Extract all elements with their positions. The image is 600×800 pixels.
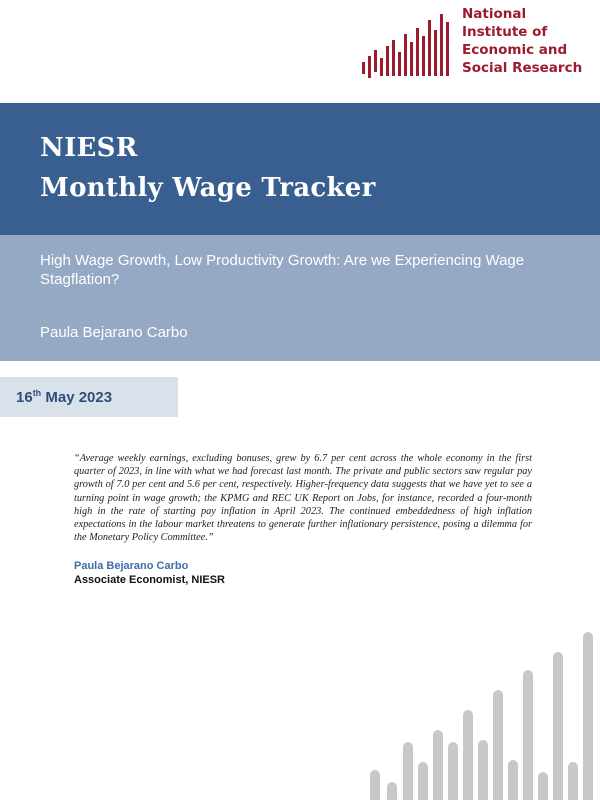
logo-wordmark [462, 5, 592, 77]
decorative-bars-graphic [360, 620, 600, 800]
logo-line: Institute of [462, 24, 548, 40]
report-title: Monthly Wage Tracker [40, 173, 376, 203]
logo-line: Social Research [462, 60, 583, 76]
subtitle-banner [0, 235, 600, 361]
date-month-year: May 2023 [41, 389, 113, 406]
logo-line: Economic and [462, 42, 568, 58]
date-day: 16 [16, 389, 33, 406]
quote-attribution-name: Paula Bejarano Carbo [74, 560, 189, 572]
report-subtitle: High Wage Growth, Low Productivity Growth: Are we Experiencing Wage Stagflation? [40, 252, 525, 288]
logo-line: National [462, 6, 527, 22]
publication-date [0, 377, 178, 417]
report-series-name: NIESR [40, 133, 138, 163]
title-banner [0, 103, 600, 235]
author-name: Paula Bejarano Carbo [40, 324, 188, 341]
bar-chart-icon [360, 4, 455, 80]
quote-attribution-role: Associate Economist, NIESR [74, 574, 225, 586]
key-quote: “Average weekly earnings, excluding bonuses, grew by 6.7 per cent across the whole economy in the first quarter of 2023, in line with what we had forecast last month. The private and public sectors saw regular pay growth of 7.0 per cent and 5.6 per cent, respectively. Higher-frequency data suggests that we have yet to see a turning point in wage growth; the KPMG and REC UK Report on Jobs, for instance, recorded a four-month high in the rate of starting pay inflation in April 2023. The continued embeddedness of high inflation expectations in the labour market threatens to generate further inflationary persistence, posing a dilemma for the Monetary Policy Committee.” [74, 453, 532, 544]
date-suffix: th [32, 388, 42, 398]
